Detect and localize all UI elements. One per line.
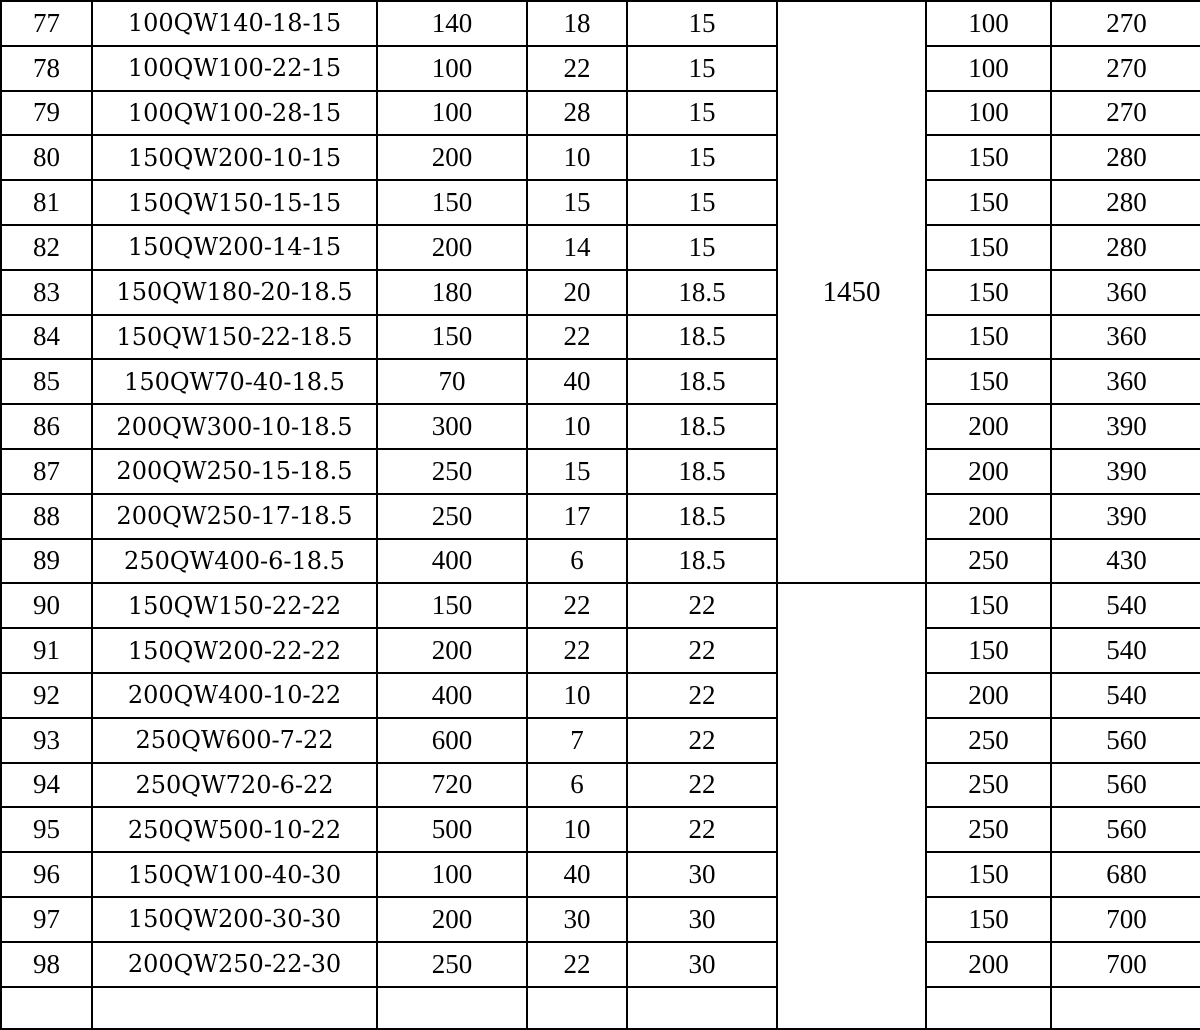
cell-power: 22 — [627, 628, 777, 673]
cell-weight: 270 — [1051, 46, 1200, 91]
cell-model: 150QW200-14-15 — [92, 225, 377, 270]
cell-head: 20 — [527, 270, 627, 315]
cell-head: 22 — [527, 315, 627, 360]
cell-caliber: 200 — [926, 494, 1051, 539]
cell-caliber: 150 — [926, 852, 1051, 897]
cell-no: 97 — [1, 897, 92, 942]
cell-weight: 280 — [1051, 180, 1200, 225]
cell-power: 15 — [627, 91, 777, 136]
cell-model: 200QW300-10-18.5 — [92, 404, 377, 449]
cell-flow — [377, 987, 527, 1029]
cell-model: 100QW100-28-15 — [92, 91, 377, 136]
table-row — [1, 807, 1200, 852]
cell-no: 96 — [1, 852, 92, 897]
cell-power: 18.5 — [627, 270, 777, 315]
cell-weight: 700 — [1051, 942, 1200, 987]
cell-head: 6 — [527, 539, 627, 584]
cell-flow: 180 — [377, 270, 527, 315]
cell-power: 18.5 — [627, 494, 777, 539]
cell-power: 15 — [627, 1, 777, 46]
cell-power: 22 — [627, 763, 777, 808]
cell-weight: 540 — [1051, 628, 1200, 673]
cell-caliber — [926, 987, 1051, 1029]
cell-caliber: 250 — [926, 718, 1051, 763]
cell-head: 14 — [527, 225, 627, 270]
cell-caliber: 200 — [926, 942, 1051, 987]
cell-no: 98 — [1, 942, 92, 987]
cell-no: 82 — [1, 225, 92, 270]
cell-power: 22 — [627, 583, 777, 628]
cell-no: 92 — [1, 673, 92, 718]
cell-model: 150QW150-22-18.5 — [92, 315, 377, 360]
cell-no: 77 — [1, 1, 92, 46]
table-row — [1, 583, 1200, 628]
cell-power: 18.5 — [627, 359, 777, 404]
cell-flow: 600 — [377, 718, 527, 763]
cell-power: 30 — [627, 942, 777, 987]
cell-flow: 250 — [377, 449, 527, 494]
cell-weight: 680 — [1051, 852, 1200, 897]
cell-power: 18.5 — [627, 539, 777, 584]
cell-flow: 400 — [377, 673, 527, 718]
cell-no: 94 — [1, 763, 92, 808]
cell-flow: 200 — [377, 135, 527, 180]
cell-power: 22 — [627, 718, 777, 763]
cell-model: 150QW200-30-30 — [92, 897, 377, 942]
cell-power: 30 — [627, 897, 777, 942]
cell-head: 30 — [527, 897, 627, 942]
table-row — [1, 315, 1200, 360]
cell-caliber: 150 — [926, 628, 1051, 673]
cell-caliber: 100 — [926, 91, 1051, 136]
cell-model — [92, 987, 377, 1029]
cell-weight: 280 — [1051, 225, 1200, 270]
cell-flow: 400 — [377, 539, 527, 584]
cell-no: 88 — [1, 494, 92, 539]
cell-head: 10 — [527, 404, 627, 449]
cell-no: 81 — [1, 180, 92, 225]
cell-head: 6 — [527, 763, 627, 808]
cell-flow: 200 — [377, 628, 527, 673]
cell-power: 22 — [627, 807, 777, 852]
cell-flow: 250 — [377, 494, 527, 539]
cell-head: 15 — [527, 180, 627, 225]
cell-caliber: 200 — [926, 404, 1051, 449]
cell-caliber: 150 — [926, 315, 1051, 360]
cell-caliber: 200 — [926, 673, 1051, 718]
cell-weight: 390 — [1051, 494, 1200, 539]
cell-model: 100QW140-18-15 — [92, 1, 377, 46]
cell-head: 22 — [527, 583, 627, 628]
cell-no: 78 — [1, 46, 92, 91]
cell-model: 100QW100-22-15 — [92, 46, 377, 91]
table-row — [1, 449, 1200, 494]
table-row — [1, 718, 1200, 763]
table-row — [1, 897, 1200, 942]
cell-no: 84 — [1, 315, 92, 360]
cell-weight: 390 — [1051, 404, 1200, 449]
cell-head: 40 — [527, 852, 627, 897]
cell-speed: 1450 — [777, 1, 926, 583]
cell-head: 10 — [527, 807, 627, 852]
cell-no: 95 — [1, 807, 92, 852]
cell-head: 22 — [527, 942, 627, 987]
table-row — [1, 628, 1200, 673]
cell-flow: 200 — [377, 225, 527, 270]
cell-flow: 100 — [377, 91, 527, 136]
cell-model: 150QW150-15-15 — [92, 180, 377, 225]
cell-head: 10 — [527, 135, 627, 180]
cell-weight: 700 — [1051, 897, 1200, 942]
cell-flow: 70 — [377, 359, 527, 404]
cell-power: 22 — [627, 673, 777, 718]
cell-weight: 560 — [1051, 807, 1200, 852]
cell-power: 15 — [627, 135, 777, 180]
cell-weight: 270 — [1051, 1, 1200, 46]
cell-no: 87 — [1, 449, 92, 494]
cell-model: 250QW400-6-18.5 — [92, 539, 377, 584]
cell-no: 91 — [1, 628, 92, 673]
cell-model: 150QW180-20-18.5 — [92, 270, 377, 315]
cell-model: 150QW100-40-30 — [92, 852, 377, 897]
cell-no: 83 — [1, 270, 92, 315]
cell-weight: 560 — [1051, 718, 1200, 763]
cell-head: 18 — [527, 1, 627, 46]
cell-flow: 100 — [377, 852, 527, 897]
table-row — [1, 91, 1200, 136]
cell-model: 150QW200-22-22 — [92, 628, 377, 673]
cell-flow: 300 — [377, 404, 527, 449]
cell-model: 150QW150-22-22 — [92, 583, 377, 628]
table-row — [1, 225, 1200, 270]
cell-no: 93 — [1, 718, 92, 763]
cell-caliber: 250 — [926, 763, 1051, 808]
cell-weight: 560 — [1051, 763, 1200, 808]
cell-caliber: 150 — [926, 180, 1051, 225]
cell-weight: 270 — [1051, 91, 1200, 136]
cell-caliber: 100 — [926, 46, 1051, 91]
cell-flow: 150 — [377, 315, 527, 360]
cell-power: 15 — [627, 180, 777, 225]
cell-no: 85 — [1, 359, 92, 404]
cell-caliber: 150 — [926, 583, 1051, 628]
cell-head: 17 — [527, 494, 627, 539]
table-row — [1, 180, 1200, 225]
cell-flow: 720 — [377, 763, 527, 808]
cell-flow: 140 — [377, 1, 527, 46]
cell-caliber: 150 — [926, 270, 1051, 315]
cell-weight: 360 — [1051, 359, 1200, 404]
cell-head: 7 — [527, 718, 627, 763]
cell-flow: 150 — [377, 180, 527, 225]
cell-weight: 540 — [1051, 583, 1200, 628]
cell-caliber: 150 — [926, 897, 1051, 942]
table-row — [1, 763, 1200, 808]
table-row — [1, 673, 1200, 718]
cell-no: 79 — [1, 91, 92, 136]
cell-caliber: 250 — [926, 539, 1051, 584]
cell-flow: 100 — [377, 46, 527, 91]
cell-flow: 500 — [377, 807, 527, 852]
cell-model: 250QW500-10-22 — [92, 807, 377, 852]
cell-no: 86 — [1, 404, 92, 449]
cell-speed — [777, 583, 926, 1028]
cell-power: 15 — [627, 225, 777, 270]
table-row — [1, 942, 1200, 987]
table-row — [1, 46, 1200, 91]
cell-weight: 360 — [1051, 315, 1200, 360]
cell-flow: 250 — [377, 942, 527, 987]
cell-weight — [1051, 987, 1200, 1029]
table-row — [1, 494, 1200, 539]
cell-model: 200QW250-17-18.5 — [92, 494, 377, 539]
cell-model: 150QW70-40-18.5 — [92, 359, 377, 404]
cell-head — [527, 987, 627, 1029]
cell-model: 250QW600-7-22 — [92, 718, 377, 763]
cell-no: 89 — [1, 539, 92, 584]
cell-model: 150QW200-10-15 — [92, 135, 377, 180]
table-row — [1, 987, 1200, 1029]
cell-power: 30 — [627, 852, 777, 897]
cell-power: 18.5 — [627, 404, 777, 449]
cell-power — [627, 987, 777, 1029]
table-row — [1, 404, 1200, 449]
cell-head: 22 — [527, 628, 627, 673]
cell-weight: 430 — [1051, 539, 1200, 584]
cell-weight: 390 — [1051, 449, 1200, 494]
cell-no — [1, 987, 92, 1029]
table-row — [1, 1, 1200, 46]
cell-power: 15 — [627, 46, 777, 91]
cell-flow: 200 — [377, 897, 527, 942]
table-body — [1, 1, 1200, 1029]
cell-head: 22 — [527, 46, 627, 91]
table-row — [1, 359, 1200, 404]
cell-flow: 150 — [377, 583, 527, 628]
table-row — [1, 135, 1200, 180]
cell-head: 15 — [527, 449, 627, 494]
table-row — [1, 852, 1200, 897]
table-row — [1, 270, 1200, 315]
cell-caliber: 200 — [926, 449, 1051, 494]
cell-head: 40 — [527, 359, 627, 404]
cell-caliber: 150 — [926, 135, 1051, 180]
cell-head: 10 — [527, 673, 627, 718]
cell-power: 18.5 — [627, 449, 777, 494]
cell-caliber: 150 — [926, 225, 1051, 270]
cell-model: 250QW720-6-22 — [92, 763, 377, 808]
cell-model: 200QW400-10-22 — [92, 673, 377, 718]
cell-model: 200QW250-15-18.5 — [92, 449, 377, 494]
cell-caliber: 150 — [926, 359, 1051, 404]
table-row — [1, 539, 1200, 584]
cell-caliber: 250 — [926, 807, 1051, 852]
cell-weight: 280 — [1051, 135, 1200, 180]
cell-caliber: 100 — [926, 1, 1051, 46]
cell-head: 28 — [527, 91, 627, 136]
cell-no: 90 — [1, 583, 92, 628]
cell-weight: 540 — [1051, 673, 1200, 718]
cell-model: 200QW250-22-30 — [92, 942, 377, 987]
cell-weight: 360 — [1051, 270, 1200, 315]
cell-power: 18.5 — [627, 315, 777, 360]
cell-no: 80 — [1, 135, 92, 180]
